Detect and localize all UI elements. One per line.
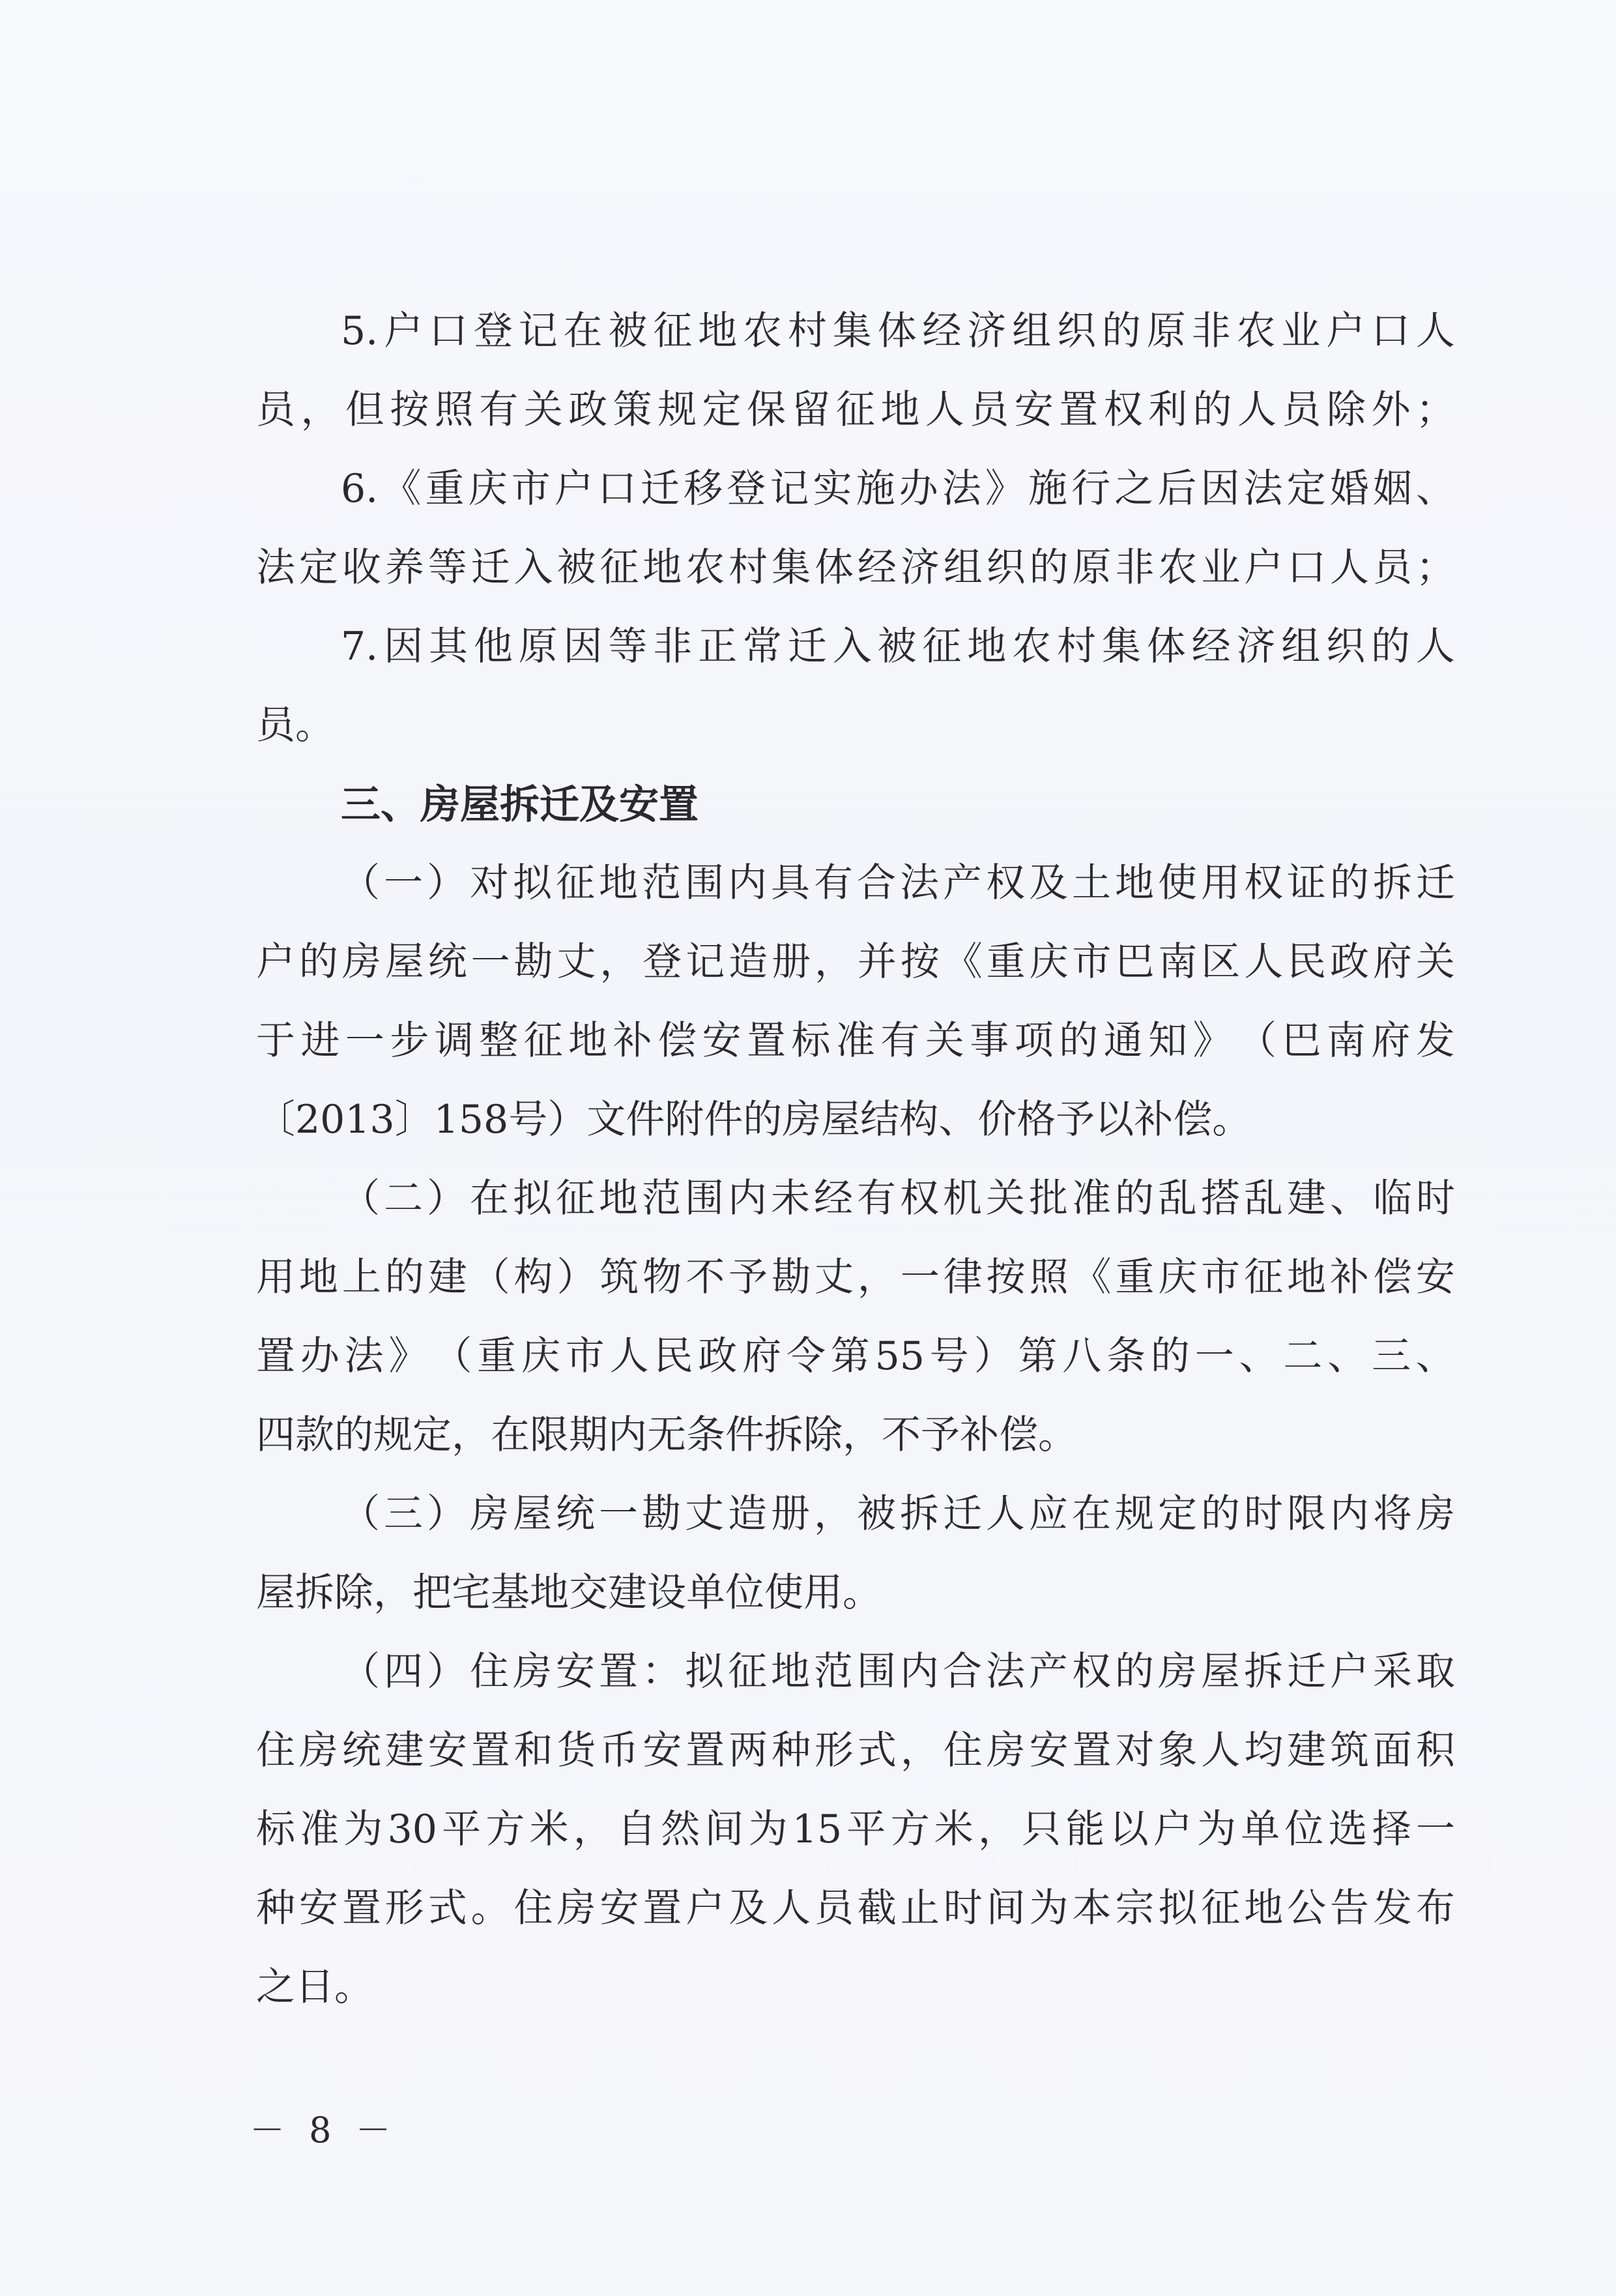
text-line: 员。: [256, 703, 334, 748]
text-line: 标 准 为 30 平 方 米 ， 自 然 间 为 15 平 方 米 ， 只 能 以 户 为 单 位 选 择 一: [256, 1807, 1455, 1852]
text-line: 置 办 法 》 （ 重 庆 市 人 民 政 府 令 第 55 号 ） 第 八 条 的 一 、 二 、 三 、: [256, 1333, 1455, 1379]
text-line: （ 三 ） 房 屋 统 一 勘 丈 造 册 ， 被 拆 迁 人 应 在 规 定 的 时 限 内 将 房: [341, 1491, 1455, 1537]
text-line: 用 地 上 的 建 （ 构 ） 筑 物 不 予 勘 丈 ， 一 律 按 照 《 重 庆 市 征 地 补 偿 安: [256, 1255, 1455, 1300]
text-line: 屋拆除，把宅基地交建设单位使用。: [256, 1570, 882, 1616]
text-line: 6. 《 重 庆 市 户 口 迁 移 登 记 实 施 办 法 》 施 行 之 后 因 法 定 婚 姻 、: [341, 466, 1455, 512]
text-line: （ 四 ） 住 房 安 置 ： 拟 征 地 范 围 内 合 法 产 权 的 房 屋 拆 迁 户 采 取: [341, 1649, 1455, 1694]
text-line: 住 房 统 建 安 置 和 货 币 安 置 两 种 形 式 ， 住 房 安 置 对 象 人 均 建 筑 面 积: [256, 1728, 1455, 1773]
text-line: 四款的规定，在限期内无条件拆除，不予补偿。: [256, 1412, 1077, 1458]
text-line: 员 ， 但 按 照 有 关 政 策 规 定 保 留 征 地 人 员 安 置 权 利 的 人 员 除 外 ；: [256, 387, 1455, 433]
text-line: 种 安 置 形 式 。 住 房 安 置 户 及 人 员 截 止 时 间 为 本 宗 拟 征 地 公 告 发 布: [256, 1885, 1455, 1931]
text-line: （ 二 ） 在 拟 征 地 范 围 内 未 经 有 权 机 关 批 准 的 乱 搭 乱 建 、 临 时: [341, 1176, 1455, 1221]
text-line: 5. 户 口 登 记 在 被 征 地 农 村 集 体 经 济 组 织 的 原 非 农 业 户 口 人: [341, 308, 1455, 354]
text-line: 之日。: [256, 1964, 373, 2010]
body-text: [256, 292, 1455, 2027]
text-line: 户 的 房 屋 统 一 勘 丈 ， 登 记 造 册 ， 并 按 《 重 庆 市 巴 南 区 人 民 政 府 关: [256, 939, 1455, 985]
text-line: 7. 因 其 他 原 因 等 非 正 常 迁 入 被 征 地 农 村 集 体 经 济 组 织 的 人: [341, 624, 1455, 669]
text-line: 法 定 收 养 等 迁 入 被 征 地 农 村 集 体 经 济 组 织 的 原 非 农 业 户 口 人 员 ；: [256, 545, 1455, 590]
page-number: － 8 －: [250, 2110, 397, 2151]
text-line: 〔2013〕158号）文件附件的房屋结构、价格予以补偿。: [256, 1097, 1252, 1142]
text-line: （ 一 ） 对 拟 征 地 范 围 内 具 有 合 法 产 权 及 土 地 使 用 权 证 的 拆 迁: [341, 860, 1455, 906]
text-line: 于 进 一 步 调 整 征 地 补 偿 安 置 标 准 有 关 事 项 的 通 知 》 （ 巴 南 府 发: [256, 1018, 1455, 1064]
section-heading: 三、房屋拆迁及安置: [341, 781, 699, 828]
